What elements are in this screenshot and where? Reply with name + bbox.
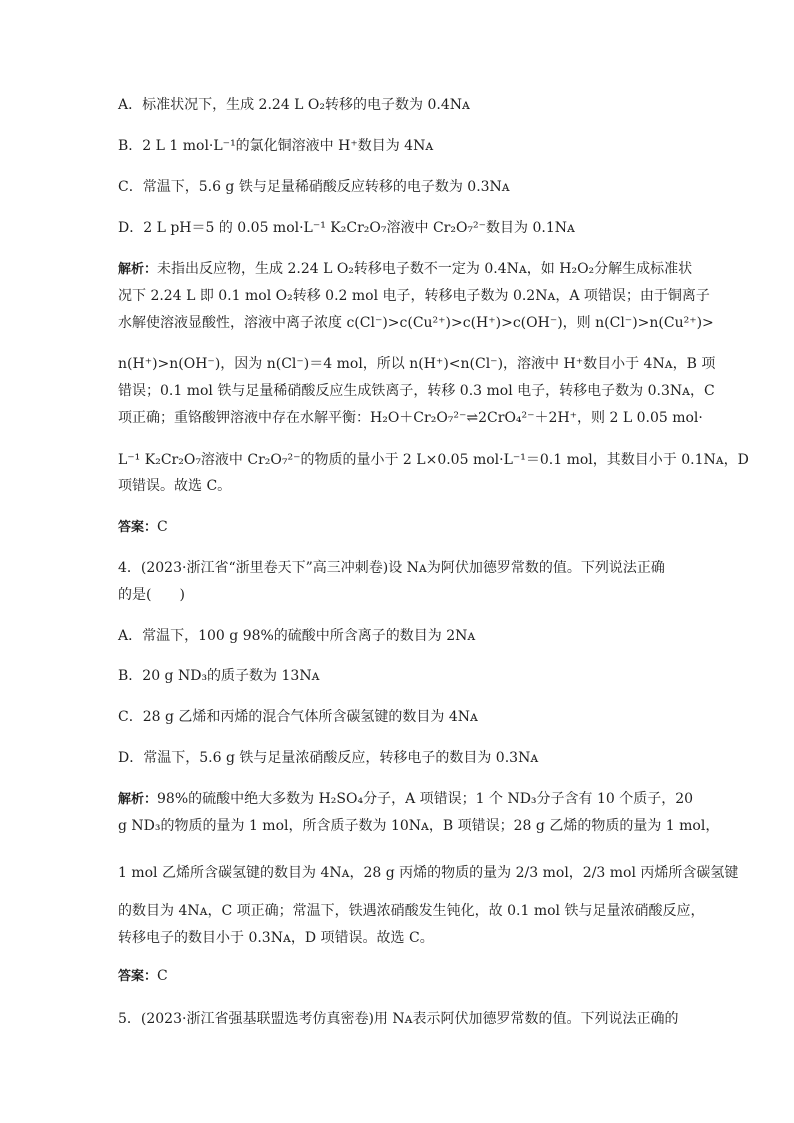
q4-option-b: B．20 g ND₃的质子数为 13Nᴀ: [118, 668, 320, 684]
q3-answer-value: C: [157, 519, 168, 535]
q4-answer-line: [118, 966, 168, 987]
q4-analysis-line: g ND₃的物质的量为 1 mol，所含质子数为 10Nᴀ，B 项错误；28 g 乙烯的物质的量为 1 mol，: [118, 818, 720, 834]
q3-answer-line: [118, 517, 168, 538]
q4-option-a: A．常温下，100 g 98%的硫酸中所含离子的数目为 2Nᴀ: [118, 628, 476, 644]
q4-stem-line: 4．(2023·浙江省“浙里卷天下”高三冲刺卷)设 Nᴀ为阿伏加德罗常数的值。下列说法正确: [118, 560, 665, 576]
q4-option-d: D．常温下，5.6 g 铁与足量浓硝酸反应，转移电子的数目为 0.3Nᴀ: [118, 750, 539, 766]
q3-option-d: D．2 L pH＝5 的 0.05 mol·L⁻¹ K₂Cr₂O₇溶液中 Cr₂O₇²⁻数目为 0.1Nᴀ: [118, 220, 575, 236]
q3-analysis-line: L⁻¹ K₂Cr₂O₇溶液中 Cr₂O₇²⁻的物质的量小于 2 L×0.05 mol·L⁻¹＝0.1 mol，其数目小于 0.1Nᴀ，D: [118, 452, 749, 468]
q3-analysis-line: 错误；0.1 mol 铁与足量稀硝酸反应生成铁离子，转移 0.3 mol 电子，转移电子数为 0.3Nᴀ，C: [118, 383, 715, 399]
q3-analysis-line: n(H⁺)>n(OH⁻)，因为 n(Cl⁻)＝4 mol，所以 n(H⁺)<n(Cl⁻)，溶液中 H⁺数目小于 4Nᴀ，B 项: [118, 356, 716, 372]
q4-analysis-line: 转移电子的数目小于 0.3Nᴀ，D 项错误。故选 C。: [118, 930, 434, 946]
q3-answer-label: 答案：: [118, 520, 158, 535]
q3-analysis-text: 未指出反应物，生成 2.24 L O₂转移电子数不一定为 0.4Nᴀ，如 H₂O₂分解生成标准状: [157, 261, 693, 277]
q4-analysis-line: 的数目为 4Nᴀ，C 项正确；常温下，铁遇浓硝酸发生钝化，故 0.1 mol 铁与足量浓硝酸反应，: [118, 903, 705, 919]
q4-option-c: C．28 g 乙烯和丙烯的混合气体所含碳氢键的数目为 4Nᴀ: [118, 709, 478, 725]
q3-analysis-label: 解析：: [118, 262, 158, 277]
q4-analysis-line: [118, 789, 693, 810]
q4-answer-label: 答案：: [118, 969, 158, 984]
q3-analysis-line: 水解使溶液显酸性，溶液中离子浓度 c(Cl⁻)>c(Cu²⁺)>c(H⁺)>c(OH⁻)，则 n(Cl⁻)>n(Cu²⁺)>: [118, 315, 714, 331]
q3-analysis-line: [118, 259, 692, 280]
q4-answer-value: C: [157, 968, 168, 984]
q3-analysis-line: 项错误。故选 C。: [118, 478, 232, 494]
q3-analysis-line: 项正确；重铬酸钾溶液中存在水解平衡：H₂O＋Cr₂O₇²⁻⇌2CrO₄²⁻＋2H⁺，则 2 L 0.05 mol·: [118, 410, 703, 426]
q3-option-c: C．常温下，5.6 g 铁与足量稀硝酸反应转移的电子数为 0.3Nᴀ: [118, 179, 510, 195]
q4-analysis-label: 解析：: [118, 792, 158, 807]
q3-option-a: A．标准状况下，生成 2.24 L O₂转移的电子数为 0.4Nᴀ: [118, 97, 470, 113]
q5-stem-line: 5．(2023·浙江省强基联盟选考仿真密卷)用 Nᴀ表示阿伏加德罗常数的值。下列说法正确的: [118, 1011, 679, 1027]
q3-option-b: B．2 L 1 mol·L⁻¹的氯化铜溶液中 H⁺数目为 4Nᴀ: [118, 138, 434, 154]
q4-analysis-text: 98%的硫酸中绝大多数为 H₂SO₄分子，A 项错误；1 个 ND₃分子含有 10 个质子，20: [157, 791, 694, 807]
q3-analysis-line: 况下 2.24 L 即 0.1 mol O₂转移 0.2 mol 电子，转移电子数为 0.2Nᴀ，A 项错误；由于铜离子: [118, 288, 710, 304]
q4-stem-line: 的是( ): [118, 587, 185, 603]
q4-analysis-line: 1 mol 乙烯所含碳氢键的数目为 4Nᴀ，28 g 丙烯的物质的量为 2/3 mol，2/3 mol 丙烯所含碳氢键: [118, 865, 739, 881]
